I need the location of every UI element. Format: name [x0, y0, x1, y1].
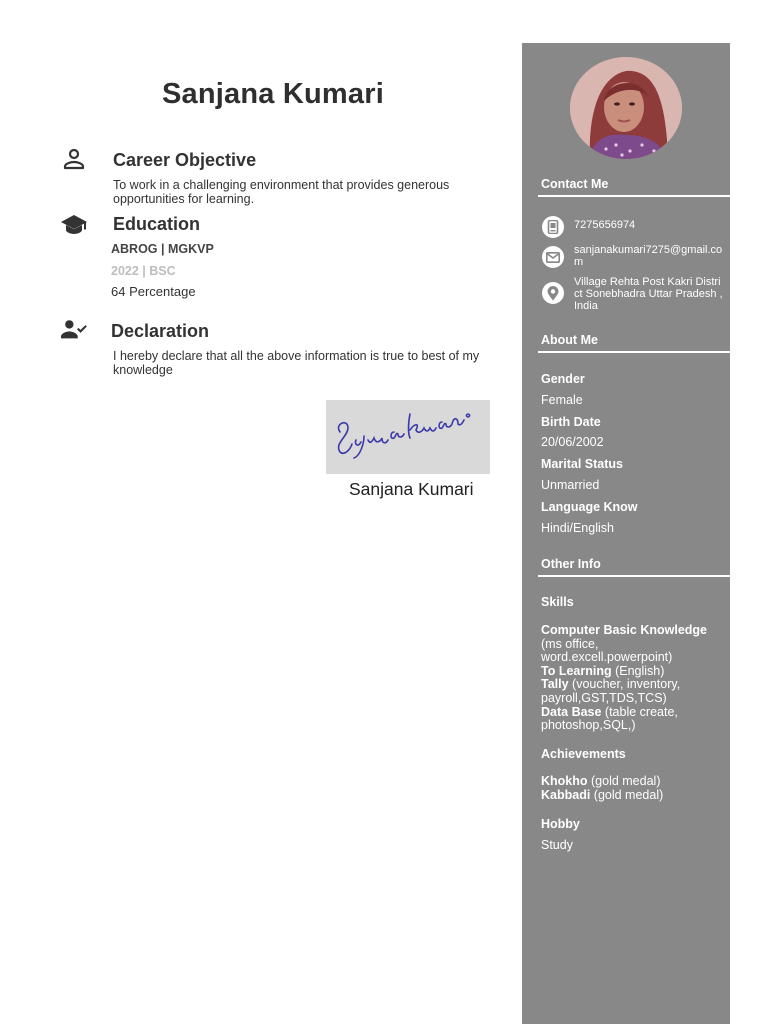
contact-address-row — [542, 276, 724, 312]
skills-heading: Skills — [541, 595, 574, 609]
list-item: Kabbadi (gold medal) — [541, 787, 664, 802]
career-objective-heading: Career Objective — [113, 150, 257, 170]
location-pin-icon — [542, 282, 564, 304]
declaration-heading: Declaration — [111, 321, 210, 341]
mail-icon — [542, 246, 564, 268]
hobby-value: Study — [541, 838, 573, 852]
marital-status-value: Unmarried — [541, 478, 600, 492]
about-heading: About Me — [541, 333, 598, 347]
education-institute: ABROG | MGKVP — [111, 242, 214, 256]
list-item: Khokho (gold medal) — [541, 774, 661, 788]
birth-date-label: Birth Date — [541, 415, 601, 429]
contact-heading: Contact Me — [541, 177, 609, 191]
marital-status-label: Marital Status — [541, 457, 623, 471]
gender-label: Gender — [541, 372, 585, 386]
person-check-icon — [60, 318, 88, 342]
education-result: 64 Percentage — [111, 284, 196, 299]
education-year-degree: 2022 | BSC — [111, 264, 176, 278]
list-item: Data Base (table create, photoshop,SQL,) — [541, 704, 678, 733]
birth-date-value: 20/06/2002 — [541, 435, 604, 449]
sidebar — [522, 43, 730, 1024]
signature-name: Sanjana Kumari — [349, 479, 474, 499]
contact-email[interactable]: sanjanakumari7275@gmail.com — [574, 244, 723, 268]
language-value: Hindi/English — [541, 521, 614, 535]
other-info-heading: Other Info — [541, 557, 601, 571]
declaration-text: I hereby declare that all the above information is true to best of my knowledge — [113, 349, 480, 377]
education-heading: Education — [113, 214, 201, 234]
signature-drawing — [328, 402, 488, 472]
skills-list — [541, 624, 721, 733]
contact-email-row — [542, 244, 724, 268]
list-item: Computer Basic Knowledge (ms office, word.excell.powerpoint) — [541, 623, 707, 665]
avatar — [570, 57, 682, 159]
gender-value: Female — [541, 393, 583, 407]
contact-phone-row — [542, 216, 724, 238]
career-objective-text: To work in a challenging environment that provides generous opportunities for learning. — [113, 178, 450, 206]
achievements-list — [541, 775, 721, 802]
phone-icon — [542, 216, 564, 238]
hobby-heading: Hobby — [541, 817, 580, 831]
contact-phone[interactable]: 7275656974 — [574, 219, 636, 231]
person-icon — [62, 148, 90, 172]
contact-address: Village Rehta Post Kakri District Sonebhadra Uttar Pradesh , India — [574, 276, 723, 312]
language-label: Language Know — [541, 500, 638, 514]
other-info-divider — [538, 575, 730, 577]
signature-image — [326, 400, 490, 474]
graduation-cap-icon — [60, 212, 88, 236]
list-item: To Learning (English) — [541, 663, 665, 678]
resume-name: Sanjana Kumari — [162, 78, 384, 110]
list-item: Tally (voucher, inventory, payroll,GST,TDS,TCS) — [541, 677, 681, 705]
achievements-heading: Achievements — [541, 747, 626, 761]
about-divider — [538, 351, 730, 353]
contact-divider — [538, 195, 730, 197]
